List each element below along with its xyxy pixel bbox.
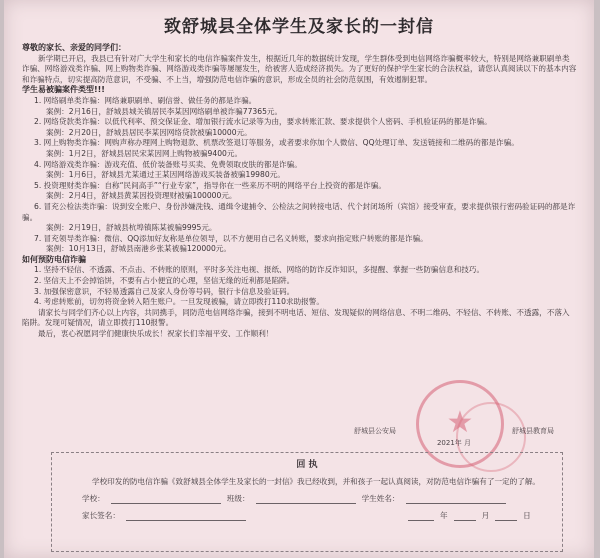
receipt-fields-row <box>82 493 562 504</box>
year-field[interactable] <box>408 511 434 521</box>
tip-item: 1. 坚持不轻信、不透露、不点击、不转账的原则，平时多关注电视、报纸、网络的防诈反诈知识，多提醒、掌握一些防骗信息和技巧。 <box>34 265 485 275</box>
letter-body <box>22 43 577 340</box>
case-item: 案例：1月2日，舒城县居民宋某因网上购物被骗9400元。 <box>46 148 243 158</box>
tip-item: 3. 加强保密意识，不轻易透露自己及家人身份等号码，银行卡信息及验证码。 <box>34 286 295 296</box>
student-name-label: 学生姓名： <box>361 494 400 503</box>
receipt-slip <box>51 452 563 552</box>
closing-paragraph: 请家长与同学们齐心以上内容，共同携手，同防范电信网络诈骗，接到不明电话、短信、发现疑似的网络信息、不明二维码、不轻信、不转账、不透露，不落入陷阱。发现可疑情况，请立即拨打110报警。 <box>22 307 570 328</box>
signature-left: 舒城县公安局 <box>354 427 396 435</box>
type-item: 5. 投资理财类诈骗：自称“民间高手”“行业专家”，指导你在一些来历不明的网络平台上投资的都是诈骗。 <box>34 180 386 190</box>
letter-title: 致舒城县全体学生及家长的一封信 <box>164 17 434 37</box>
parent-sign-field[interactable] <box>126 511 246 521</box>
section-fraud-types: 学生易被骗案件类型!!! <box>22 85 105 95</box>
signature-right: 舒城县教育局 <box>512 427 554 435</box>
parent-sign-label: 家长签名： <box>82 511 120 520</box>
case-item: 案例：2月19日，舒城县杭埠镇陈某被骗9995元。 <box>46 223 217 233</box>
type-item: 3. 网上购物类诈骗：网购声称办理网上购物退款、机票改签退订等服务，或者要求你加个人微信、QQ处理订单、发送链接和二维码的都是诈骗。 <box>34 138 519 148</box>
signature-date: 2021年 月 <box>436 439 472 447</box>
receipt-title: 回 执 <box>296 460 318 470</box>
day-label: 日 <box>523 511 531 520</box>
month-field[interactable] <box>454 511 476 521</box>
case-item: 案例：2月4日，舒城县黄某因投资理财被骗100000元。 <box>46 191 237 201</box>
day-field[interactable] <box>495 511 517 521</box>
type-item: 7. 冒充领导类诈骗：微信、QQ添加好友称是单位领导，以不方便用自己名义转账，要求向指定账户转账的都是诈骗。 <box>34 233 428 243</box>
type-item: 4. 网络游戏类诈骗：游戏充值、低价装备账号买卖、免费领取皮肤的都是诈骗。 <box>34 159 302 169</box>
intro-paragraph: 新学期已开启，我县已有针对广大学生和家长的电信诈骗案件发生，根据近几年的数据统计发现，学生群体受到电信网络诈骗概率较大，特别是网络兼职刷单类诈骗、网络游戏类诈骗、网上购物类诈骗、网络游戏类诈骗等屡屡发生，给被害人造成经济损失。为了更好的保护学生家长的合法权益，请您认真阅读以下的基本内容和诈骗特点，切实提高防范意识，不受骗、不上当，增强防范电信诈骗的意识，形成全员的社会防范氛围，有效遏制犯罪。 <box>22 53 577 84</box>
type-item: 6. 冒充公检法类诈骗：说到安全账户、身份涉嫌洗钱、通缉令逮捕令、公检法之间转接电话、代个封闭场所（宾馆）接受审查，要求提供银行密码验证码的都是诈骗。 <box>22 201 576 222</box>
receipt-sign-row <box>82 510 562 521</box>
case-item: 案例：2月20日，舒城县居民李某因网络贷款被骗10000元。 <box>46 127 252 137</box>
type-item: 2. 网络贷款类诈骗：以低代利率、预交保证金、增加银行流水记录等为由，要求转账汇款、要求提供个人密码、手机验证码的都是诈骗。 <box>34 117 492 127</box>
tip-item: 4. 考虑转账前，切勿将资金转入陌生账户。一旦发现被骗，请立即拨打110求助报警。 <box>34 297 324 307</box>
greeting: 尊敬的家长、亲爱的同学们： <box>22 43 126 52</box>
class-field[interactable] <box>256 494 356 504</box>
school-field[interactable] <box>111 494 221 504</box>
student-name-field[interactable] <box>406 494 506 504</box>
section-prevention: 如何预防电信诈骗 <box>22 254 86 264</box>
letter-page <box>4 0 594 558</box>
tip-item: 2. 坚信天上不会掉馅饼，不要有占小便宜的心理，坚信无缘的近利都是陷阱。 <box>34 276 295 286</box>
month-label: 月 <box>481 511 490 520</box>
type-item: 1. 网络刷单类诈骗：网络兼职刷单、刷信誉、做任务的都是诈骗。 <box>34 95 257 105</box>
closing-wishes: 最后，衷心祝愿同学们健康快乐成长！祝家长们幸福平安、工作顺利！ <box>38 329 274 339</box>
case-item: 案例：1月6日，舒城县尤某通过王某因网络游戏买装备被骗19980元。 <box>46 170 285 180</box>
case-item: 案例：2月16日，舒城县城关镇居民李某因网络刷单被诈骗77365元。 <box>46 106 283 116</box>
year-label: 年 <box>439 511 448 520</box>
school-label: 学校： <box>82 494 105 503</box>
case-item: 案例：10月13日，舒城县南港乡张某被骗120000元。 <box>46 244 231 254</box>
receipt-text: 学校印发的防电信诈骗《致舒城县全体学生及家长的一封信》我已经收到，并和孩子一起认真阅读，对防范电信诈骗有了一定的了解。 <box>92 477 541 486</box>
class-label: 班级： <box>226 494 250 503</box>
seal-star-icon: ★ <box>446 405 474 440</box>
signature-block <box>354 426 554 448</box>
